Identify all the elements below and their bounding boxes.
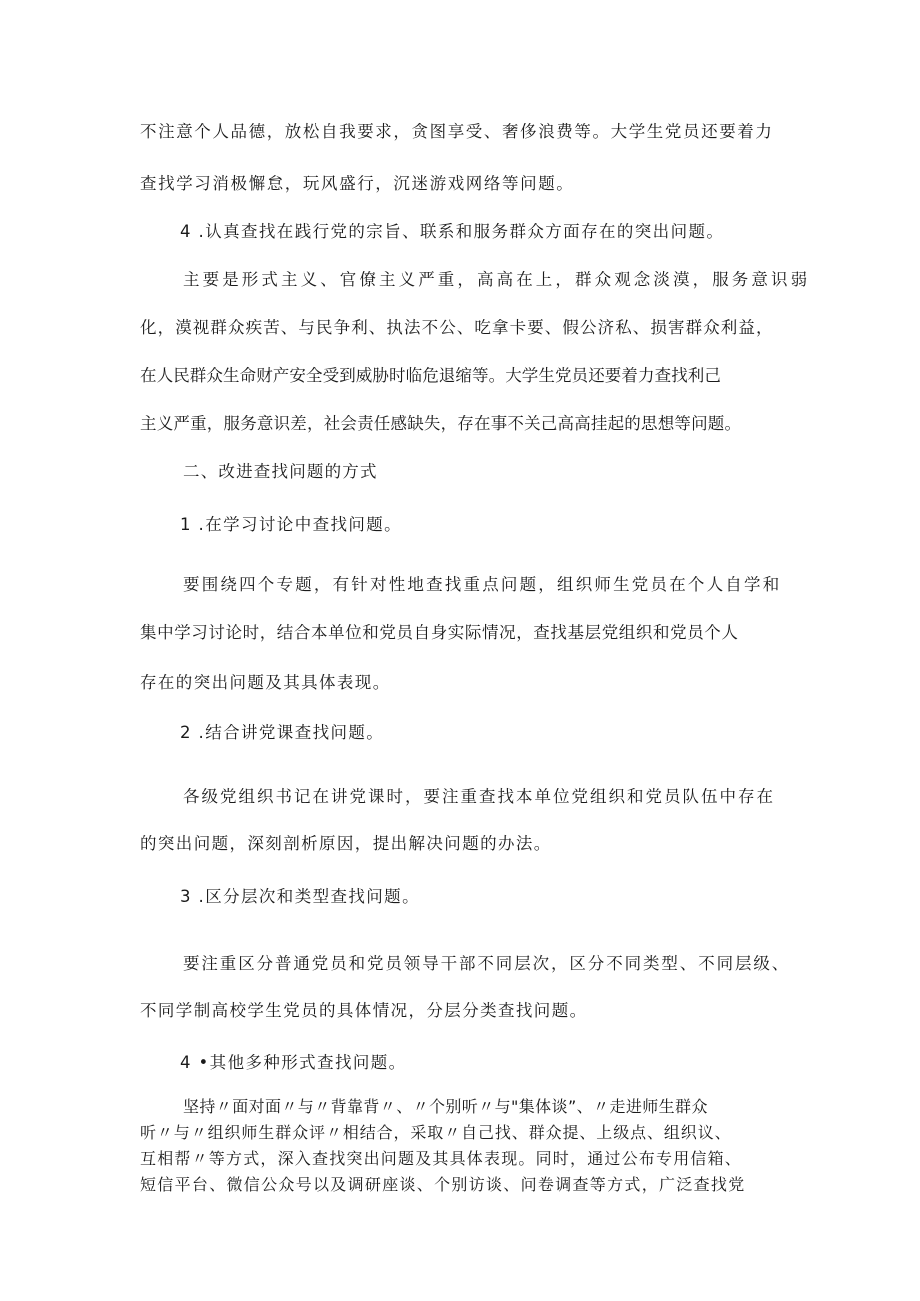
- paragraph-line: 化，漠视群众疾苦、与民争利、执法不公、吃拿卡要、假公济私、损害群众利益，: [140, 318, 774, 337]
- paragraph-line: 短信平台、微信公众号以及调研座谈、个别访谈、问卷调查等方式，广泛查找党: [140, 1175, 746, 1194]
- paragraph-line: 各级党组织书记在讲党课时，要注重查找本单位党组织和党员队伍中存在: [183, 787, 775, 806]
- paragraph-line: 听〃与〃组织师生群众评〃相结合，采取〃自己找、群众提、上级点、组织议、: [140, 1123, 732, 1142]
- section-heading: 二、改进查找问题的方式: [183, 462, 378, 481]
- paragraph-line: 集中学习讨论时，结合本单位和党员自身实际情况，查找基层党组织和党员个人: [140, 623, 739, 642]
- numbered-heading: 4 •其他多种形式查找问题。: [180, 1053, 407, 1072]
- paragraph-line: 不同学制高校学生党员的具体情况，分层分类查找问题。: [140, 1001, 588, 1020]
- paragraph-line: 要围绕四个专题，有针对性地查找重点问题，组织师生党员在个人自学和: [183, 575, 782, 594]
- paragraph-line: 要注重区分普通党员和党员领导干部不同层次，区分不同类型、不同层级、: [183, 954, 791, 973]
- paragraph-line: 查找学习消极懈怠，玩风盛行，沉迷游戏网络等问题。: [140, 174, 575, 193]
- paragraph-line: 不注意个人品德，放松自我要求，贪图享受、奢侈浪费等。大学生党员还要着力: [140, 122, 774, 141]
- paragraph-line: 主要是形式主义、官僚主义严重，高高在上，群众观念淡漠，服务意识弱: [183, 270, 811, 289]
- paragraph-line: 主义严重，服务意识差，社会责任感缺失，存在事不关己高高挂起的思想等问题。: [140, 414, 742, 433]
- numbered-heading: 4 .认真查找在践行党的宗旨、联系和服务群众方面存在的突出问题。: [180, 222, 725, 241]
- paragraph-line: 互相帮〃等方式，深入查找突出问题及其具体表现。同时，通过公布专用信箱、: [140, 1149, 743, 1168]
- numbered-heading: 3 .区分层次和类型查找问题。: [180, 887, 420, 906]
- numbered-heading: 1 .在学习讨论中查找问题。: [180, 515, 403, 534]
- paragraph-line: 存在的突出问题及其具体表现。: [140, 673, 391, 692]
- numbered-heading: 2 .结合讲党课查找问题。: [180, 723, 385, 742]
- paragraph-line: 在人民群众生命财产安全受到威胁时临危退缩等。大学生党员还要着力查找利己: [140, 366, 721, 385]
- paragraph-line: 坚持〃面对面〃与〃背靠背〃、〃个别听〃与"集体谈”、〃走进师生群众: [183, 1097, 708, 1116]
- paragraph-line: 的突出问题，深刻剖析原因，提出解决问题的办法。: [140, 834, 552, 853]
